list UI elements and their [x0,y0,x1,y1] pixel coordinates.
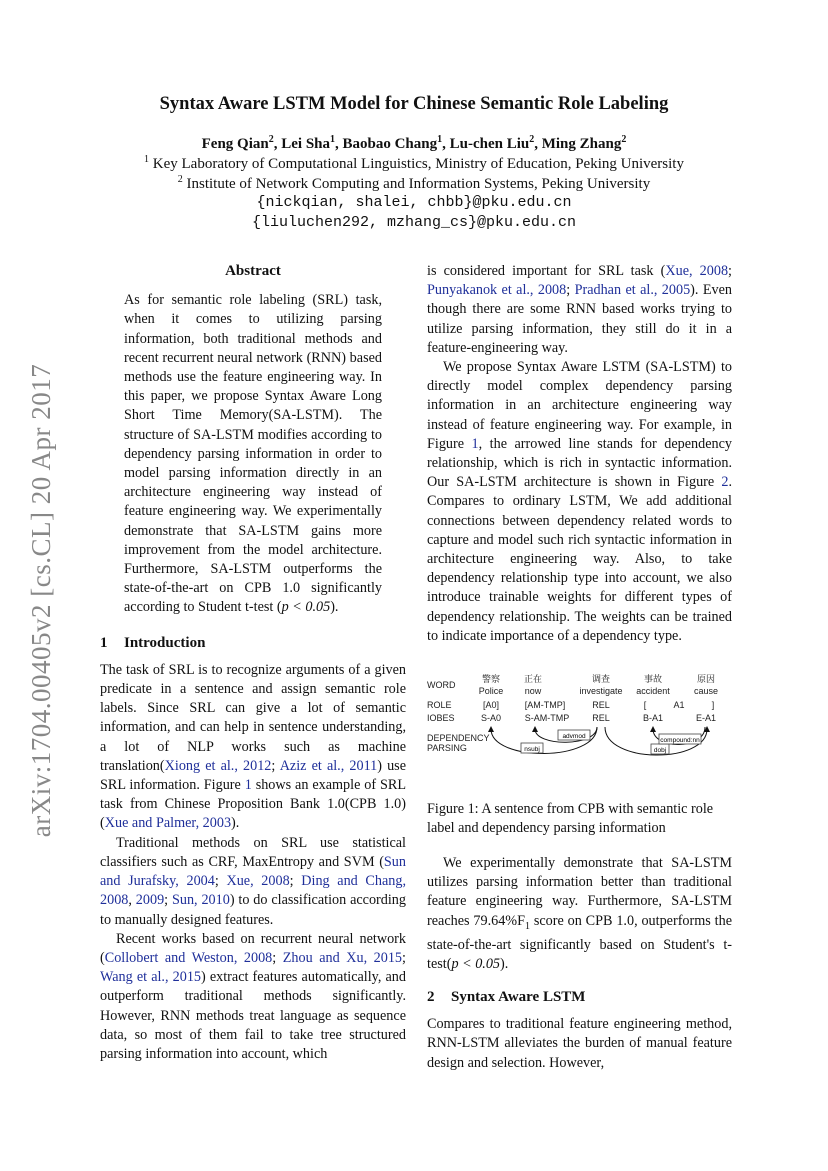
word-en: investigate [579,686,623,696]
role-label: [ [643,700,647,710]
iobes-label: REL [592,713,610,723]
row-label-dependency: DEPENDENCY [427,733,490,743]
iobes-label: E-A1 [695,713,716,723]
word-zh: 警察 [481,674,500,684]
citation-link[interactable]: Aziz et al., 2011 [279,757,378,774]
affiliation-1: $^1$ Key Laboratory of Computational Linguistics, Ministry of Education, Peking University [144,154,684,172]
citation-link[interactable]: Zhou and Xu, 2015 [282,949,403,966]
intro-paragraph-3: Recent works based on recurrent neural network (Collobert and Weston, 2008; Zhou and Xu, 2015; Wang et al., 2015) extract features automatically, and outperform traditional methods significantly. However, RNN methods treat language as sequence data, so most of them fail to take tree structured parsing information into account, which [100,930,406,1062]
abstract-text: As for semantic role labeling (SRL) task, when it comes to utilizing parsing information, both traditional methods and recent recurrent neural network (RNN) based methods use the feature engineering way. In this paper, we propose Syntax Aware Long Short Time Memory(SA-LSTM). The structure of SA-LSTM modifies according to dependency parsing information in order to model parsing information directly in an architecture engineering way instead of feature engineering way. We experimentally demonstrate that SA-LSTM gains more improvement from the model architecture. Furthermore, SA-LSTM outperforms the state-of-the-art on CPB 1.0 significantly according to Student t-test (p < 0.05). [124,292,382,616]
section-2-paragraph: Compares to traditional feature engineering method, RNN-LSTM alleviates the burden of manual feature design and selection. However, [427,1016,732,1071]
word-en: cause [693,686,719,696]
citation-link[interactable]: Xue, 2008 [665,263,729,279]
right-column-top [427,262,732,646]
citation-link[interactable]: Sun, 2010 [171,892,230,909]
word-zh: 原因 [696,674,715,684]
citation-link[interactable]: Xue and Palmer, 2003 [104,815,232,832]
author-list: Feng Qian$^2$, Lei Sha$^1$, Baobao Chang$^1$, Lu-chen Liu$^2$, Ming Zhang$^2$ [201,134,627,152]
citation-link[interactable]: Pradhan et al., 2005 [574,282,691,299]
email-line-1: {nickqian, shalei, chbb}@pku.edu.cn [256,194,572,211]
figure-ref-link[interactable]: 1 [244,777,252,794]
row-label-word: WORD [427,680,456,690]
role-label: REL [592,700,610,710]
role-label: ] [711,700,715,710]
dep-label: nsubj [524,746,540,753]
row-label-iobes: IOBES [427,713,455,723]
citation-link[interactable]: Wang et al., 2015 [100,969,202,986]
citation-link[interactable]: Ding and Chang, 2008 [100,873,407,909]
intro-paragraph-1: The task of SRL is to recognize arguments of a given predicate in a sentence and assign semantic role labels. Since SRL can give a lot of semantic information, and can help in sentence understanding, a lot of NLP works such as machine translation(Xiong et al., 2012; Aziz et al., 2011) use SRL information. Figure 1 shows an example of SRL task from Chinese Proposition Bank 1.0(CPB 1.0)(Xue and Palmer, 2003). [100,661,407,832]
figure-ref-link[interactable]: 2 [721,474,729,491]
right-paragraph-2: We propose Syntax Aware LSTM (SA-LSTM) to directly model complex dependency parsing information in an architecture engineering way instead of feature engineering way. For example, in Figure 1, the arrowed line stands for dependency relationship, which is rich in syntactic information. Our SA-LSTM architecture is shown in Figure 2. Compares to ordinary LSTM, We add additional connections between dependency related words to capture and model such rich syntactic information in architecture engineering way. Also, to take dependency relationship type into account, we also introduce trainable weights for different types of dependency relationship. The weights can be trained to indicate importance of a dependency type. [427,359,732,644]
abstract-heading: Abstract [225,263,281,279]
role-label: A1 [673,700,685,710]
paper-title: Syntax Aware LSTM Model for Chinese Semantic Role Labeling [159,94,669,114]
dep-label: compound:nn [660,737,700,744]
citation-link[interactable]: Xiong et al., 2012 [164,757,272,774]
intro-paragraph-2: Traditional methods on SRL use statistical classifiers such as CRF, MaxEntropy and SVM (Sun and Jurafsky, 2004; Xue, 2008; Ding and Chang, 2008, 2009; Sun, 2010) to do classification according to manually designed features. [100,834,407,928]
section-heading-2: 2 Syntax Aware LSTM [427,989,586,1006]
iobes-label: S-A0 [480,713,501,723]
right-paragraph-3: We experimentally demonstrate that SA-LSTM utilizes parsing information better than traditional feature engineering way. Furthermore, SA-LSTM reaches $79.64\%F_1$ score on CPB 1.0, outperforms the state-of-the-art significantly based on Student's t-test(p < 0.05). [427,855,732,972]
word-en: Police [478,686,504,696]
row-label-role: ROLE [427,700,452,710]
citation-link[interactable]: Xue, 2008 [226,873,290,890]
figure-1-caption: Figure 1: A sentence from CPB with semantic role label and dependency parsing information [427,801,714,837]
row-label-parsing: PARSING [427,743,467,753]
citation-link[interactable]: 2009 [135,892,165,909]
word-en: now [524,686,542,696]
affiliation-2: $^2$ Institute of Network Computing and Information Systems, Peking University [177,174,651,192]
section-heading-intro: 1 Introduction [100,634,206,651]
dep-label: dobj [653,747,667,754]
citation-link[interactable]: Collobert and Weston, 2008 [104,949,273,966]
word-zh: 调查 [591,674,610,684]
role-label: [A0] [482,700,499,710]
right-paragraph-1: is considered important for SRL task (Xue, 2008; Punyakanok et al., 2008; Pradhan et al., 2005). Even though there are some RNN based works trying to utilize parsing information, they still do it in a feature-engineering way. [427,263,732,356]
figure-ref-link[interactable]: 1 [471,435,479,452]
right-column-bottom [427,854,732,1073]
figure-1 [427,672,737,762]
email-line-2: {liuluchen292, mzhang_cs}@pku.edu.cn [251,214,577,231]
iobes-label: S-AM-TMP [524,713,570,723]
arxiv-stamp: arXiv:1704.00405v2 [cs.CL] 20 Apr 2017 [26,363,57,837]
dependency-arcs [427,672,737,762]
role-label: [AM-TMP] [524,700,566,710]
iobes-label: B-A1 [642,713,663,723]
citation-link[interactable]: Punyakanok et al., 2008 [427,282,567,299]
left-column [100,262,406,1064]
word-zh: 事故 [643,674,662,684]
word-zh: 正在 [523,674,542,684]
word-en: accident [636,686,670,696]
citation-link[interactable]: Sun and Jurafsky, 2004 [100,853,406,890]
dep-label: advmod [562,733,586,740]
